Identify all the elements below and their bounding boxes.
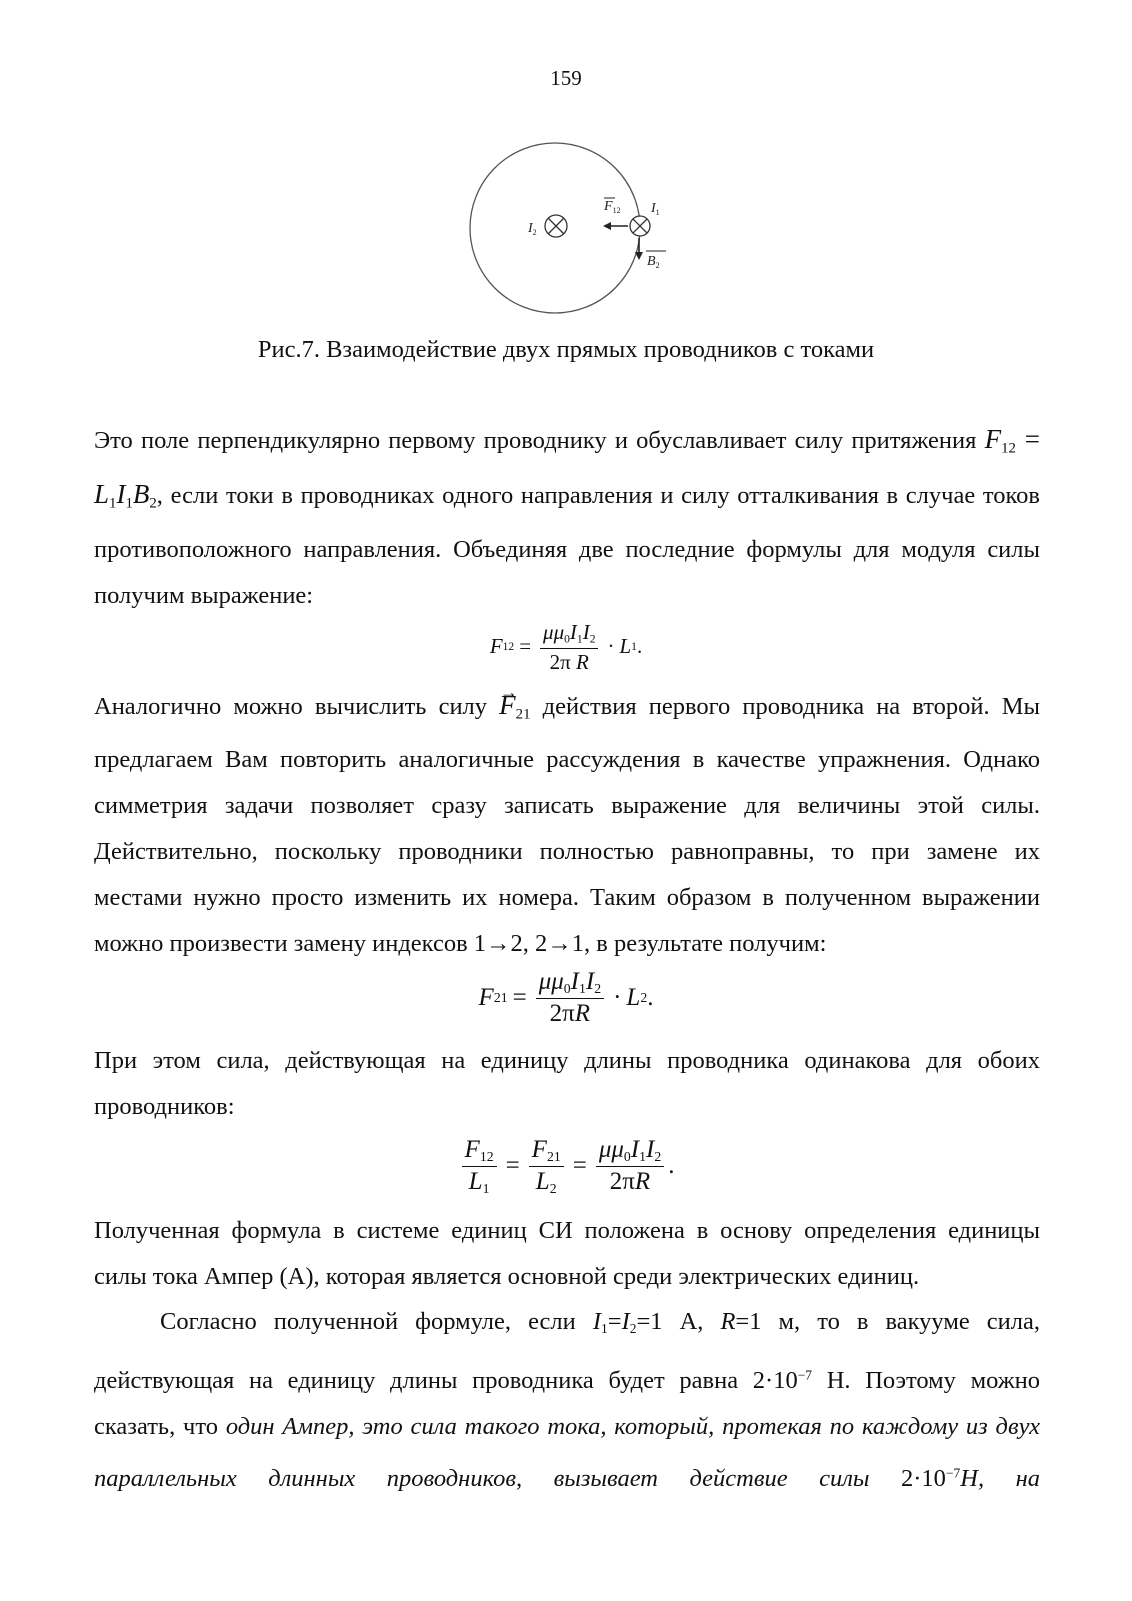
paragraph-si-definition: Полученная формула в системе единиц СИ положена в основу определения единицы силы тока Ампер (А), которая является основной среди электрических единиц.: [94, 1217, 1040, 1290]
inline-const-1: $2\cdot 10^{-7}$: [752, 1366, 813, 1394]
conductor-2-into-page-icon: [545, 215, 567, 237]
inline-vector-f21: $F \to_{21}$: [499, 690, 530, 720]
label-f12: $F_{12}$: [604, 199, 621, 215]
paragraph-attraction: [94, 416, 1040, 619]
formula-f21: F 21 = $\frac{\mu\mu_0I_1I_2}{2\pi R}$ · L 2 .: [478, 968, 654, 1027]
formula-force-per-length: $\frac{F_{12}}{L_1}$ = $\frac{F_{21}}{L_2}$ = $\frac{\mu\mu_0I_1I_2}{2\pi R}$ .: [0, 1136, 1132, 1197]
fraction-mu: $\frac{\mu\mu_0I_1I_2}{2\pi R}$: [596, 1136, 664, 1197]
inline-formula-f12: $F_{12} = L_1I_1B_2$: [94, 424, 1041, 512]
label-b2: $B_2$: [647, 254, 660, 270]
formula-f12: F 12 = $\frac{\mu\mu_0I_1I_2}{\text{2π R}}$ · L 1 .: [489, 620, 643, 674]
label-i1: $I_1$: [651, 201, 660, 217]
paragraph-ampere: Согласно полученной формуле, если $I_1=I_2=1$ А, R=1 м, то в вакууме сила, действующая на единицу длины проводника будет равна $2\cdot 10^{-7}$ Н. Поэтому можно сказать, что один Ампер, это сила такого тока, который, протекая по каждому из двух параллельных длинных проводников, вызывает действие силы $2\cdot 10^{-7}Н$, на: [94, 1308, 1041, 1492]
conductor-1-into-page-icon: [630, 216, 650, 236]
label-i2: $I_2$: [528, 221, 537, 237]
force-f12-arrow-icon: [603, 222, 628, 230]
p5-end: Н, на: [960, 1464, 1040, 1492]
inline-const-2: $2\cdot 10^{-7}$: [901, 1464, 961, 1492]
page-number: 159: [550, 66, 582, 90]
p2-start: Аналогично можно вычислить силу: [94, 693, 488, 720]
paragraph-unit-length: При этом сила, действующая на единицу длины проводника одинакова для обоих проводников:: [94, 1047, 1040, 1120]
figure-conductors: [470, 140, 690, 320]
p5-b: =1 А,: [636, 1308, 704, 1335]
ampere-definition: один Ампер, это сила такого тока, который, протекая по каждому из двух параллельных длинных проводников, вызывает действие силы: [94, 1412, 1041, 1492]
p1-start: Это поле перпендикулярно первому проводнику и обуславливает силу притяжения: [94, 427, 977, 454]
p5-a: Согласно полученной формуле, если: [160, 1308, 576, 1335]
p5-c: =1 м, то в вакууме сила, действующая на единицу длины проводника будет равна: [94, 1308, 1040, 1394]
conductors-diagram: [470, 140, 690, 320]
fraction-f12: $\frac{\mu\mu_0I_1I_2}{\text{2π R}}$: [540, 620, 598, 674]
field-b2-arrow-icon: [635, 238, 643, 260]
p2-rest: действия первого проводника на второй. Мы предлагаем Вам повторить аналогичные рассуждения в качестве упражнения. Однако симметрия задачи позволяет сразу записать выражение для величины этой силы. Действительно, поскольку проводники полностью равноправны, то при замене их местами нужно просто изменить их номера. Таким образом в полученном выражении можно произвести замену индексов 1→2, 2→1, в результате получим:: [94, 693, 1040, 958]
fraction-f21-l2: $\frac{F_{21}}{L_2}$: [529, 1136, 564, 1197]
p1-after-formula: , если токи в проводниках одного направления и силу отталкивания в случае токов противоположного направления. Объединяя две последние формулы для модуля силы получим выражение:: [94, 482, 1040, 609]
p5-d: Н. Поэтому можно сказать, что: [94, 1366, 1041, 1440]
fraction-f12-l1: $\frac{F_{12}}{L_1}$: [462, 1136, 497, 1197]
fraction-f21: $\frac{\mu\mu_0I_1I_2}{2\pi R}$: [536, 968, 604, 1029]
figure-caption: Рис.7. Взаимодействие двух прямых проводников с токами: [257, 336, 875, 363]
paragraph-symmetry: [94, 682, 1040, 967]
